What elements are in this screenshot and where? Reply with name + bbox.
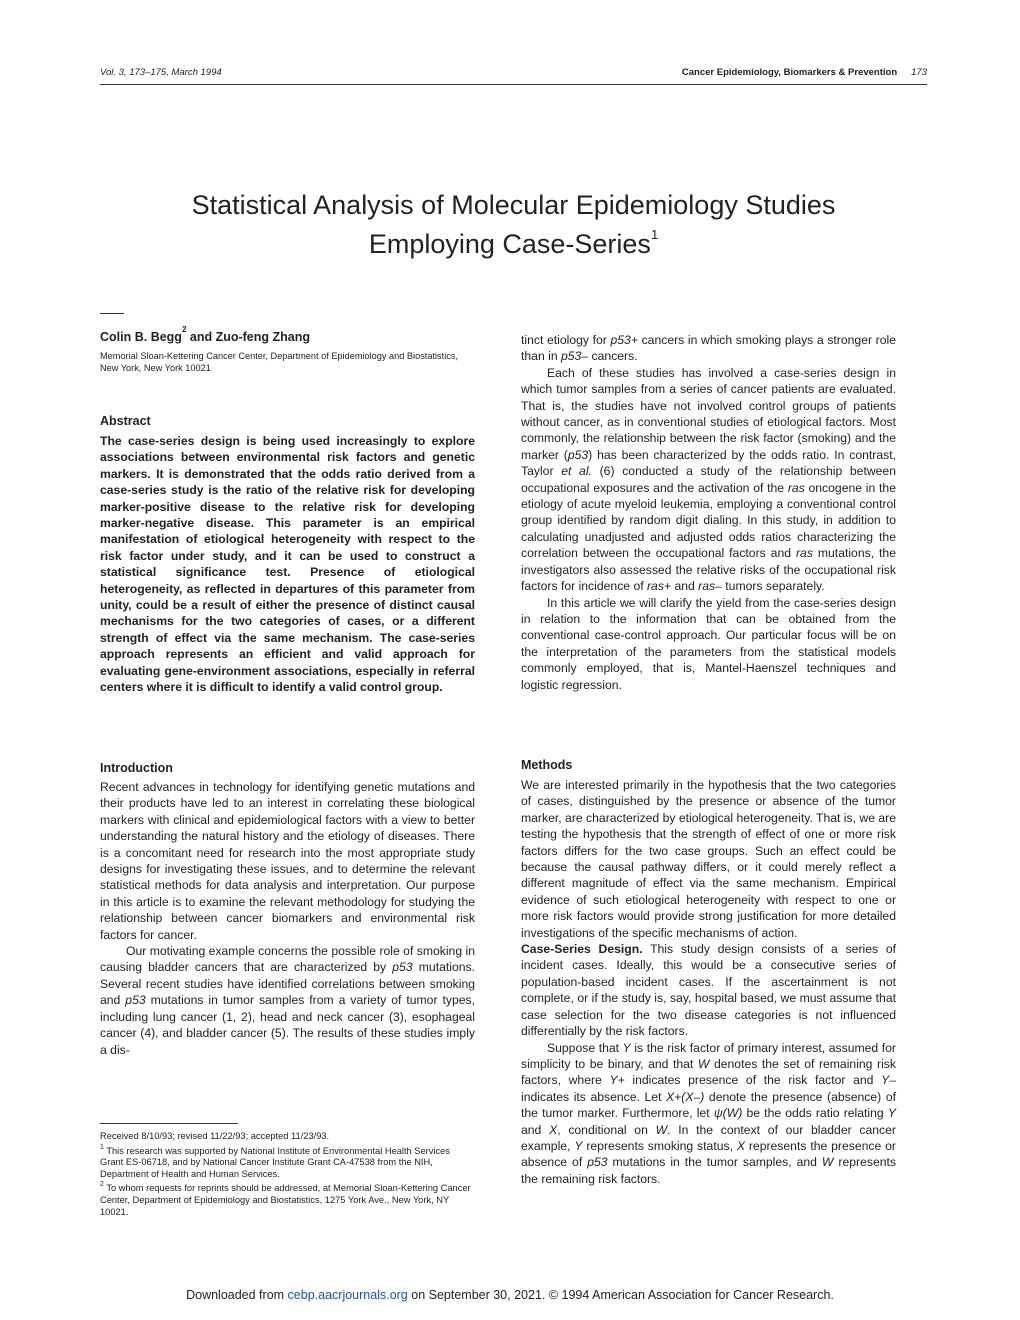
header-rule bbox=[100, 84, 927, 85]
author-1-note: 2 bbox=[181, 325, 187, 334]
right-column-intro bbox=[521, 332, 896, 693]
intro-paragraph-4: In this article we will clarify the yield from the case-series design in relation to the information that can be obtained from the conventional case-control approach. Our particular focus will be on the interpretation of the parameters from the statistical models commonly employed, that is, Mantel-Haenszel techniques and logistic regression. bbox=[521, 595, 896, 692]
author-1: Colin B. Begg bbox=[100, 330, 182, 345]
running-header bbox=[682, 67, 927, 79]
footer-prefix: Downloaded from bbox=[186, 1288, 288, 1302]
intro-paragraph-3: Each of these studies has involved a case-series design in which tumor samples from a series of cancer patients are evaluated. That is, the studies have not involved control groups of patients without cancer, as in conventional studies of etiological factors. Most commonly, the relationship between the risk factor (smoking) and the marker (p53) has been characterized by the odds ratio. In contrast, Taylor et al. (6) conducted a study of the relationship between occupational exposures and the activation of the ras oncogene in the etiology of acute myeloid leukemia, employing a conventional control group identified by random digit dialing. In this study, in addition to calculating unadjusted and adjusted odds ratios characterizing the correlation between the occupational factors and ras mutations, the investigators also assessed the relative risks of the occupational risk factors for incidence of ras+ and ras– tumors separately. bbox=[521, 365, 896, 594]
header-page-number: 173 bbox=[911, 67, 927, 78]
footnote-2: $^2$ To whom requests for reprints should be addressed, at Memorial Sloan-Kettering Cancer Center, Department of Epidemiology and Biostatistics, 1275 York Ave., New York, NY 10021. bbox=[100, 1181, 471, 1217]
methods-paragraph-3: Suppose that Y is the risk factor of primary interest, assumed for simplicity to be binary, and that W denotes the set of remaining risk factors, where Y+ indicates presence of the risk factor and Y– indicates its absence. Let X+(X–) denote the presence (absence) of the tumor marker. Furthermore, let ψ(W) be the odds ratio relating Y and X, conditional on W. In the context of our bladder cancer example, Y represents smoking status, X represents the presence or absence of p53 mutations in the tumor samples, and W represents the remaining risk factors. bbox=[521, 1040, 896, 1186]
methods-paragraph-2: Case-Series Design. This study design consists of a series of incident cases. Ideally, this would be a consecutive series of population-based incident cases. If the ascertainment is not complete, or if the study is, say, hospital based, we must assume that case selection for the two disease categories is not influenced differentially by the risk factors. bbox=[521, 942, 897, 1039]
header-volume: Vol. 3, 173–175, March 1994 bbox=[100, 67, 222, 78]
title-line-1: Statistical Analysis of Molecular Epidemiology Studies bbox=[191, 190, 836, 220]
footer-journal-link[interactable]: cebp.aacrjournals.org bbox=[287, 1288, 408, 1302]
author-affiliation: Memorial Sloan-Kettering Cancer Center, Department of Epidemiology and Biostatistics, New York, New York 10021 bbox=[100, 351, 458, 373]
title-footnote-marker: 1 bbox=[650, 227, 659, 242]
introduction-heading: Introduction bbox=[100, 761, 173, 775]
footnotes bbox=[100, 1131, 475, 1218]
footnote-1: $^1$ This research was supported by National Institute of Environmental Health Services Grant ES-06718, and by National Cancer Institute Grant CA-47538 from the NIH, Department of Health and Human Services. bbox=[100, 1143, 450, 1179]
author-2: Zuo-feng Zhang bbox=[215, 330, 310, 345]
methods-heading: Methods bbox=[521, 758, 573, 772]
abstract-text: The case-series design is being used increasingly to explore associations between environmental risk factors and genetic markers. It is demonstrated that the odds ratio derived from a case-series study is the ratio of the relative risk for developing marker-positive disease to the relative risk for developing marker-negative disease. This parameter is an empirical manifestation of etiological heterogeneity with respect to the risk factor under study, and it can be used to construct a statistical significance test. Presence of etiological heterogeneity, as reflected in departures of this parameter from unity, could be a result of either the presence of distinct causal mechanisms for the two categories of cases, or a different strength of effect via the same mechanism. The case-series approach represents an efficient and valid approach for evaluating gene-environment associations, especially in referral centers where it is difficult to identify a valid control group. bbox=[100, 434, 475, 695]
header-journal: Cancer Epidemiology, Biomarkers & Prevention bbox=[681, 67, 898, 78]
title-line-2-text: Employing Case-Series bbox=[368, 229, 651, 259]
abstract-heading: Abstract bbox=[100, 414, 151, 428]
article-title bbox=[100, 188, 927, 261]
intro-continuation: tinct etiology for p53+ cancers in which smoking plays a stronger role than in p53– cancers. bbox=[521, 333, 896, 364]
case-series-design-runin: Case-Series Design. bbox=[521, 942, 643, 957]
download-footer bbox=[0, 1288, 1020, 1302]
author-line bbox=[100, 325, 310, 345]
methods-paragraph-1: We are interested primarily in the hypothesis that the two categories of cases, distinguished by the presence or absence of the tumor marker, are characterized by etiological heterogeneity. That is, we are testing the hypothesis that the strength of effect of one or more risk factors differs for the two case groups. Such an effect could be because the causal pathway differs, or it could merely reflect a different magnitude of effect via the same mechanism. Empirical evidence of such etiological heterogeneity with respect to one or more risk factors would provide strong justification for more detailed investigations of the specific mechanisms of action. bbox=[521, 778, 896, 940]
footnote-rule bbox=[100, 1123, 238, 1124]
author-rule bbox=[100, 313, 124, 314]
footer-suffix: on September 30, 2021. © 1994 American Association for Cancer Research. bbox=[407, 1288, 834, 1302]
intro-paragraph-1: Recent advances in technology for identifying genetic mutations and their products have led to an interest in correlating these biological markers with clinical and epidemiological factors with a view to better understanding the natural history and the etiology of diseases. There is a concomitant need for research into the most appropriate study designs for investigating these issues, and to determine the relevant statistical methods for data analysis and interpretation. Our purpose in this article is to examine the relevant methodology for studying the relationship between cancer biomarkers and environmental risk factors for cancer. bbox=[100, 780, 475, 942]
author-join: and bbox=[186, 330, 216, 345]
title-line-2 bbox=[100, 222, 927, 261]
methods-body bbox=[521, 777, 896, 1187]
intro-paragraph-2: Our motivating example concerns the possible role of smoking in causing bladder cancers that are characterized by p53 mutations. Several recent studies have identified correlations between smoking and p53 mutations in tumor samples from a variety of tumor types, including lung cancer (1, 2), head and neck cancer (3), esophageal cancer (4), and bladder cancer (5). The results of these studies imply a dis- bbox=[100, 944, 475, 1057]
received-dates: Received 8/10/93; revised 11/22/93; accepted 11/23/93. bbox=[100, 1131, 330, 1141]
introduction-body bbox=[100, 779, 475, 1058]
